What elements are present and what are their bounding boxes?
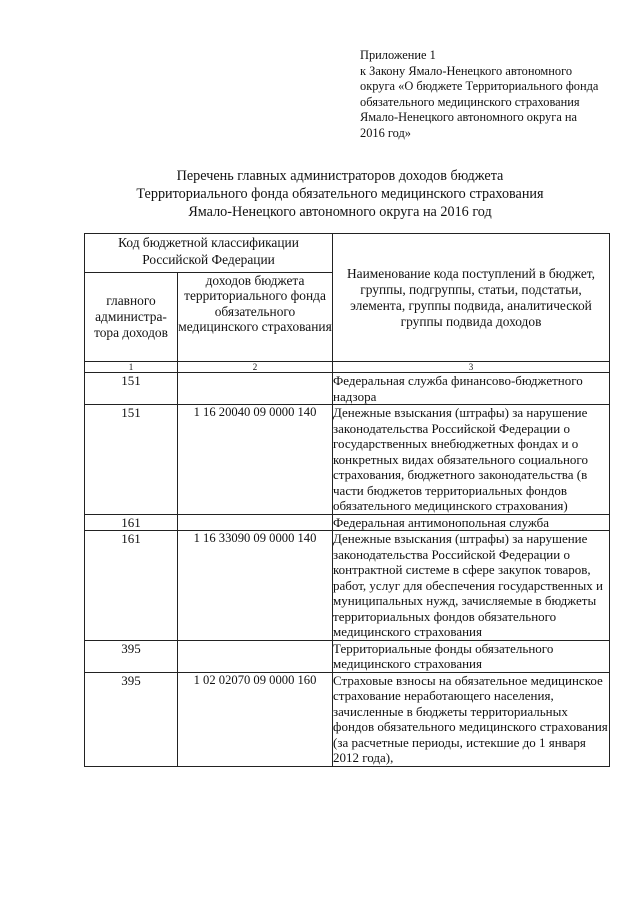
admin-code-cell: 161: [85, 514, 178, 531]
income-code-cell: 1 16 20040 09 0000 140: [178, 405, 333, 515]
income-code-cell: [178, 640, 333, 672]
income-code-cell: [178, 373, 333, 405]
admin-code-cell: 151: [85, 373, 178, 405]
admin-code-cell: 395: [85, 640, 178, 672]
title-line: Ямало-Ненецкого автономного округа на 2016 год: [188, 203, 492, 220]
title-line: Перечень главных администраторов доходов бюджета: [176, 168, 504, 184]
table-row: [85, 640, 610, 672]
header-classification-code: Код бюджетной классификации Российской Федерации: [85, 234, 333, 273]
income-code-cell: 1 16 33090 09 0000 140: [178, 531, 333, 641]
column-number: 1: [85, 362, 178, 373]
income-name-cell: Денежные взыскания (штрафы) за нарушение законодательства Российской Федерации о государственных внебюджетных фондах и о конкретных видах обязательного социального страхования, бюджетного законодательства (в части бюджетов территориальных фондов обязательного медицинского страхования): [333, 405, 610, 515]
document-title: [40, 168, 640, 221]
table-row: [85, 514, 610, 531]
header-income-name: Наименование кода поступлений в бюджет, группы, подгруппы, статьи, подстатьи, элемента, группы подвида, аналитической группы подвида доходов: [333, 234, 610, 362]
income-code-cell: [178, 514, 333, 531]
column-number-row: [85, 362, 610, 373]
table-row: [85, 373, 610, 405]
admin-code-cell: 395: [85, 672, 178, 766]
income-name-cell: Территориальные фонды обязательного медицинского страхования: [333, 640, 610, 672]
income-name-cell: Страховые взносы на обязательное медицинское страхование неработающего населения, зачисленные в бюджеты территориальных фондов обязательного медицинского страхования (за расчетные периоды, истекшие до 1 января 2012 года),: [333, 672, 608, 765]
table-row: [85, 531, 610, 641]
column-number: 2: [178, 362, 333, 373]
header-fund-income: доходов бюджета территориального фонда обязательного медицинского страхования: [178, 273, 333, 362]
title-line: Территориального фонда обязательного медицинского страхования: [136, 185, 544, 202]
appendix-note: [360, 48, 622, 142]
table-header-row: [85, 234, 610, 273]
income-code-cell: 1 02 02070 09 0000 160: [178, 672, 333, 766]
income-name-cell: Федеральная служба финансово-бюджетного надзора: [333, 373, 610, 405]
appendix-line: обязательного медицинского страхования: [360, 94, 580, 109]
column-number: 3: [333, 362, 610, 373]
appendix-line: к Закону Ямало-Ненецкого автономного: [360, 63, 573, 78]
income-name-cell: Федеральная антимонопольная служба: [333, 514, 610, 531]
administrators-table: [84, 233, 610, 767]
appendix-line: округа «О бюджете Территориального фонда: [360, 79, 599, 94]
income-name-cell: Денежные взыскания (штрафы) за нарушение законодательства Российской Федерации о контрактной системе в сфере закупок товаров, работ, услуг для обеспечения государственных и муниципальных нужд, зачисляемые в бюджеты территориальных фондов обязательного медицинского страхования: [333, 531, 610, 641]
table-row: [85, 672, 610, 766]
admin-code-cell: 151: [85, 405, 178, 515]
table-row: [85, 405, 610, 515]
appendix-line: 2016 год»: [360, 125, 411, 140]
appendix-line: Ямало-Ненецкого автономного округа на: [360, 110, 578, 125]
appendix-line: Приложение 1: [360, 48, 436, 62]
header-main-administrator: главного администра-тора доходов: [85, 273, 178, 362]
admin-code-cell: 161: [85, 531, 178, 641]
